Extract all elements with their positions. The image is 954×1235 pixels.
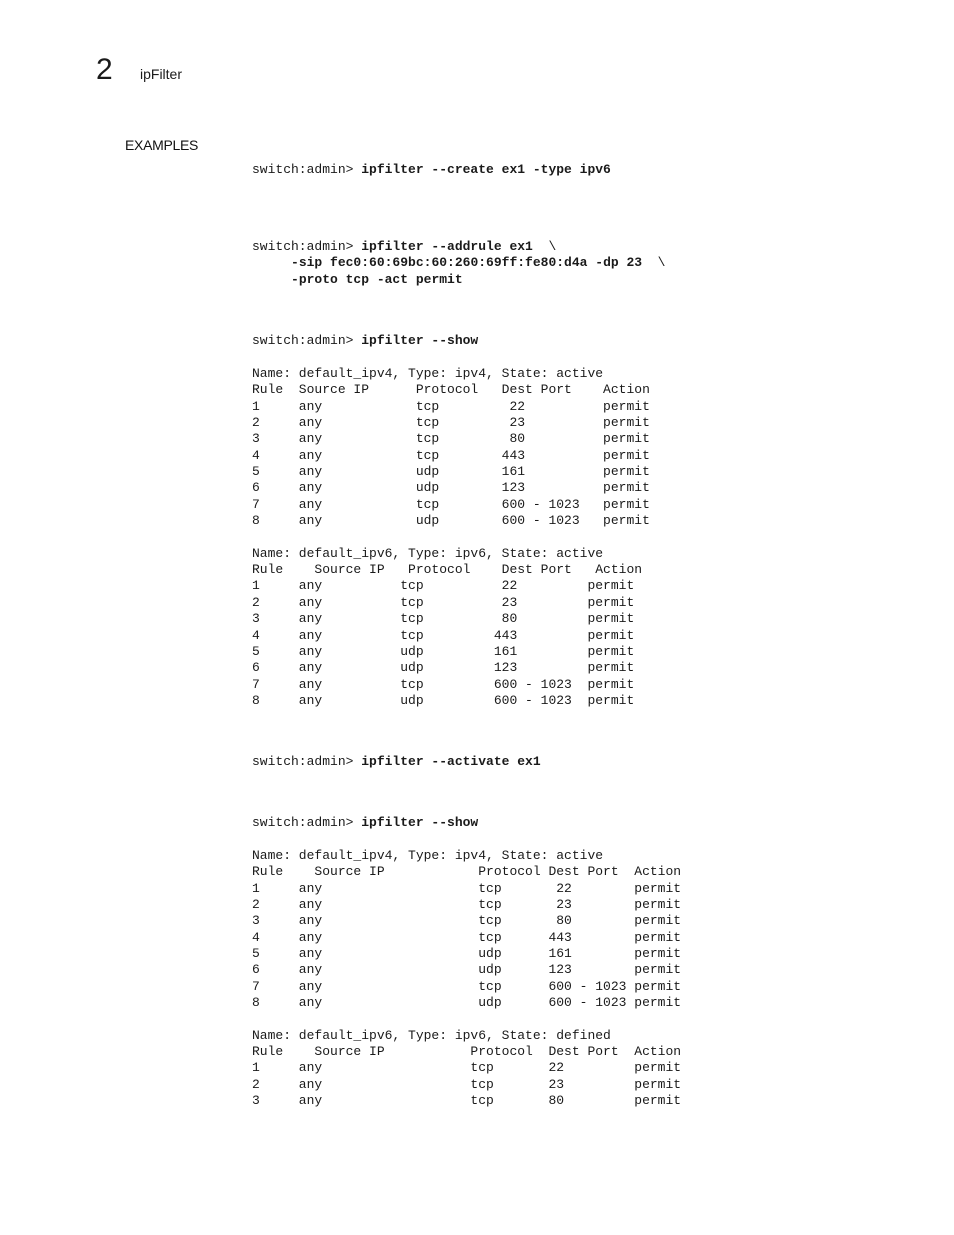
output-line: Name: default_ipv4, Type: ipv4, State: active: [252, 848, 604, 863]
command-activate: [252, 754, 541, 770]
output-line: 1 any tcp 22 permit: [252, 578, 635, 594]
output-line: 4 any tcp 443 permit: [252, 929, 682, 945]
command-show-1: [252, 333, 478, 349]
command-text: ipfilter --activate ex1: [361, 754, 541, 769]
output-line: Name: default_ipv6, Type: ipv6, State: defined: [252, 1027, 611, 1043]
show-output-1: [252, 366, 650, 709]
command-text: ipfilter --show: [361, 333, 479, 348]
output-line: 1 any tcp 22 permit: [252, 1060, 682, 1076]
command-text-line3: -proto tcp -act permit: [291, 271, 463, 287]
output-line: 7 any tcp 600 - 1023 permit: [252, 496, 650, 512]
output-line: 6 any udp 123 permit: [252, 962, 682, 978]
line-continuation: \: [642, 255, 666, 271]
command-text-line2: -sip fec0:60:69bc:60:260:69ff:fe80:d4a -dp 23: [291, 255, 643, 271]
output-line: Rule Source IP Protocol Dest Port Action: [252, 562, 643, 578]
output-line: 2 any tcp 23 permit: [252, 897, 682, 913]
output-line: 5 any udp 161 permit: [252, 464, 650, 480]
output-line: 6 any udp 123 permit: [252, 480, 650, 496]
command-prompt: switch:admin>: [252, 754, 362, 769]
output-line: 8 any udp 600 - 1023 permit: [252, 513, 650, 529]
output-line: 2 any tcp 23 permit: [252, 1076, 682, 1092]
output-line: 2 any tcp 23 permit: [252, 594, 635, 610]
output-line: 3 any tcp 80 permit: [252, 611, 635, 627]
blank-line: [252, 1011, 681, 1027]
output-line: Name: default_ipv6, Type: ipv6, State: active: [252, 545, 604, 561]
chapter-number: 2: [96, 53, 113, 86]
output-line: 3 any tcp 80 permit: [252, 1093, 682, 1109]
command-prompt: switch:admin>: [252, 815, 362, 830]
command-create: [252, 162, 611, 178]
command-text: ipfilter --create ex1 -type ipv6: [361, 162, 611, 177]
chapter-title: ipFilter: [140, 66, 183, 82]
command-text: ipfilter --addrule ex1: [361, 239, 533, 254]
output-line: 5 any udp 161 permit: [252, 946, 682, 962]
command-text: ipfilter --show: [361, 815, 479, 830]
section-heading: EXAMPLES: [125, 137, 199, 153]
command-prompt: switch:admin>: [252, 239, 362, 254]
command-addrule: [252, 239, 665, 288]
command-prompt: switch:admin>: [252, 162, 362, 177]
output-line: Rule Source IP Protocol Dest Port Action: [252, 864, 682, 880]
command-show-2: [252, 815, 478, 831]
output-line: 4 any tcp 443 permit: [252, 447, 650, 463]
show-output-2: [252, 848, 681, 1110]
output-line: 3 any tcp 80 permit: [252, 431, 650, 447]
output-line: 1 any tcp 22 permit: [252, 398, 650, 414]
output-line: 6 any udp 123 permit: [252, 660, 635, 676]
output-line: 5 any udp 161 permit: [252, 643, 635, 659]
output-line: 8 any udp 600 - 1023 permit: [252, 995, 682, 1011]
output-line: Rule Source IP Protocol Dest Port Action: [252, 382, 650, 398]
output-line: 3 any tcp 80 permit: [252, 913, 682, 929]
output-line: 7 any tcp 600 - 1023 permit: [252, 978, 682, 994]
line-continuation: \: [532, 239, 557, 254]
command-prompt: switch:admin>: [252, 333, 362, 348]
output-line: Rule Source IP Protocol Dest Port Action: [252, 1044, 682, 1060]
blank-line: [252, 529, 650, 545]
output-line: 4 any tcp 443 permit: [252, 627, 635, 643]
output-line: Name: default_ipv4, Type: ipv4, State: active: [252, 366, 604, 381]
output-line: 7 any tcp 600 - 1023 permit: [252, 676, 635, 692]
output-line: 8 any udp 600 - 1023 permit: [252, 692, 635, 708]
output-line: 2 any tcp 23 permit: [252, 415, 650, 431]
output-line: 1 any tcp 22 permit: [252, 880, 682, 896]
